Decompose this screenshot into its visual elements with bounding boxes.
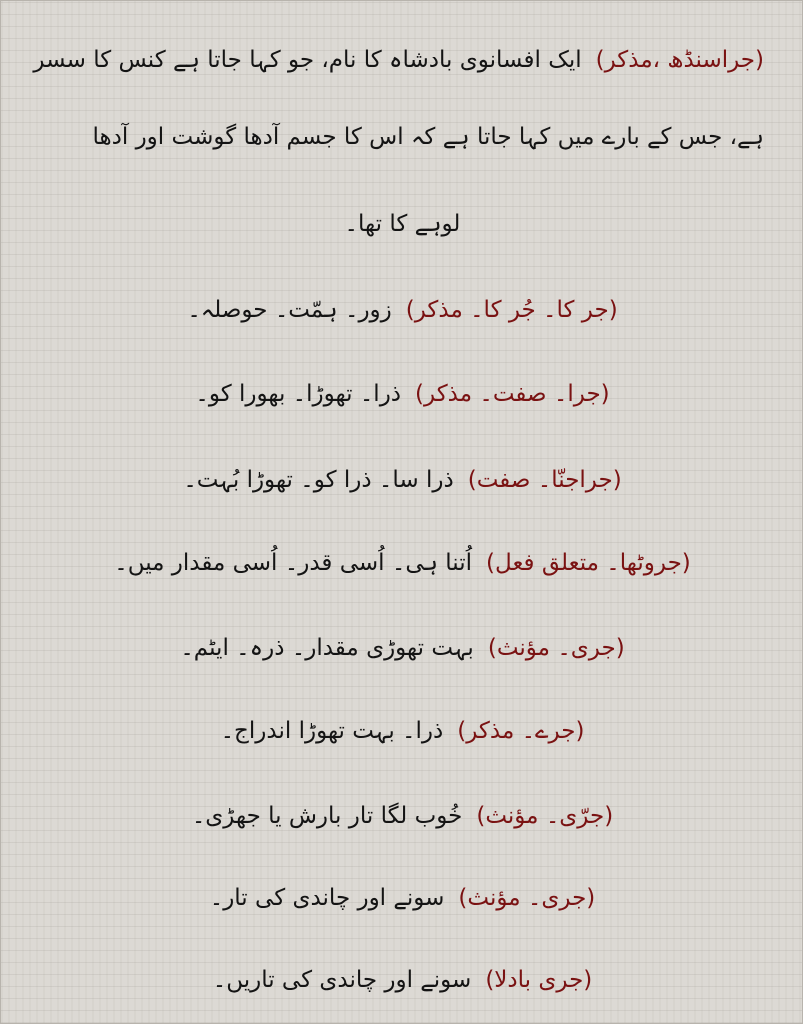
entry-definition: بہت تھوڑی مقدار۔ ذرہ۔ ایٹم۔ xyxy=(180,635,474,661)
entries-list xyxy=(1,1,803,1024)
entry-line-12 xyxy=(41,965,764,995)
entry-term: (جراجنّا۔ صفت) xyxy=(467,467,622,493)
entry-definition: ہے، جس کے بارے میں کہا جاتا ہے کہ اس کا جسم آدھا گوشت اور آدھا xyxy=(92,124,764,150)
entry-definition: ذرا۔ بہت تھوڑا اندراج۔ xyxy=(220,718,444,744)
entry-line-2 xyxy=(41,122,764,152)
entry-definition: ذرا سا۔ ذرا کو۔ تھوڑا بُہت۔ xyxy=(183,467,454,493)
entry-term: (جرا۔ صفت۔ مذکر) xyxy=(415,381,610,407)
entry-term: (جر کا۔ جُر کا۔ مذکر) xyxy=(405,297,618,323)
entry-term: (جراسنڈھ ،مذکر) xyxy=(595,47,764,73)
entry-term: (جرے۔ مذکر) xyxy=(457,718,585,744)
entry-definition: اُتنا ہی۔ اُسی قدر۔ اُسی مقدار میں۔ xyxy=(114,550,473,576)
entry-definition: ایک افسانوی بادشاہ کا نام، جو کہا جاتا ہے کنس کا سسر xyxy=(33,47,582,73)
entry-term: (جری۔ مؤنث) xyxy=(487,635,625,661)
entry-term: (جری۔ مؤنث) xyxy=(458,885,596,911)
entry-line-6 xyxy=(41,465,764,495)
entry-line-1 xyxy=(33,45,764,75)
entry-definition: ذرا۔ تھوڑا۔ بھورا کو۔ xyxy=(195,381,402,407)
entry-line-9 xyxy=(41,716,764,746)
entry-line-5 xyxy=(41,379,764,409)
entry-line-10 xyxy=(41,801,764,831)
entry-term: (جروٹھا۔ متعلق فعل) xyxy=(486,550,691,576)
entry-line-3 xyxy=(41,209,764,239)
entry-definition: سونے اور چاندی کی تاریں۔ xyxy=(212,967,472,993)
entry-definition: سونے اور چاندی کی تار۔ xyxy=(209,885,445,911)
entry-line-11 xyxy=(41,883,764,913)
entry-line-8 xyxy=(41,633,764,663)
entry-line-4 xyxy=(41,295,764,325)
entry-definition: لوہے کا تھا۔ xyxy=(344,211,461,237)
entry-definition: زور۔ ہمّت۔ حوصلہ۔ xyxy=(187,297,392,323)
entry-term: (جری بادلا) xyxy=(485,967,593,993)
entry-line-7 xyxy=(41,548,764,578)
entry-definition: خُوب لگا تار بارش یا جھڑی۔ xyxy=(191,803,463,829)
entry-term: (جرّی۔ مؤنث) xyxy=(476,803,614,829)
